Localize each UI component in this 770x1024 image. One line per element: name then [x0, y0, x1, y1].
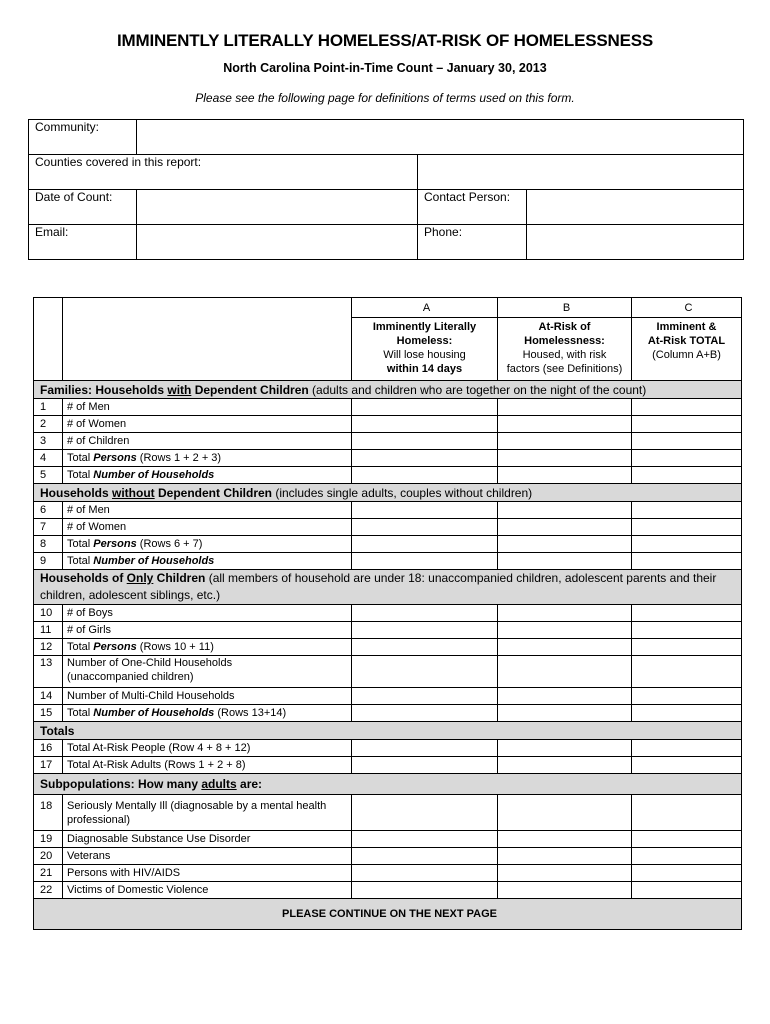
column-c-header: Imminent & At-Risk TOTAL (Column A+B): [632, 318, 742, 381]
table-row: 5 Total Number of Households: [34, 467, 742, 484]
row-5-col-c[interactable]: [632, 467, 742, 484]
row-2-col-c[interactable]: [632, 416, 742, 433]
row-16-col-a[interactable]: [352, 740, 498, 757]
row-21-col-c[interactable]: [632, 865, 742, 882]
section-without-children: Households without Dependent Children (includes single adults, couples without children): [34, 484, 742, 502]
table-row: 9 Total Number of Households: [34, 553, 742, 570]
table-row: 15 Total Number of Households (Rows 13+14): [34, 705, 742, 722]
row-19-col-c[interactable]: [632, 831, 742, 848]
contact-label: Contact Person:: [418, 190, 527, 225]
phone-label: Phone:: [418, 225, 527, 260]
row-6-col-c[interactable]: [632, 502, 742, 519]
contact-info-table: [28, 119, 744, 260]
row-9-col-a[interactable]: [352, 553, 498, 570]
row-11-col-b[interactable]: [498, 622, 632, 639]
row-6-col-a[interactable]: [352, 502, 498, 519]
count-table: [33, 297, 742, 930]
row-13-col-b[interactable]: [498, 656, 632, 688]
table-row: 11 # of Girls: [34, 622, 742, 639]
row-17-col-a[interactable]: [352, 757, 498, 774]
table-row: 7 # of Women: [34, 519, 742, 536]
table-row: 4 Total Persons (Rows 1 + 2 + 3): [34, 450, 742, 467]
section-only-children: Households of Only Children (all members of household are under 18: unaccompanied children, adolescent parents and their children, adolescent siblings, etc.): [34, 570, 742, 605]
community-label: Community:: [29, 120, 137, 155]
row-18-col-c[interactable]: [632, 795, 742, 831]
row-4-col-a[interactable]: [352, 450, 498, 467]
table-row: 17 Total At-Risk Adults (Rows 1 + 2 + 8): [34, 757, 742, 774]
row-20-col-b[interactable]: [498, 848, 632, 865]
community-field[interactable]: [137, 120, 744, 155]
email-field[interactable]: [137, 225, 418, 260]
row-16-col-b[interactable]: [498, 740, 632, 757]
row-15-col-a[interactable]: [352, 705, 498, 722]
row-1-col-c[interactable]: [632, 399, 742, 416]
row-7-col-b[interactable]: [498, 519, 632, 536]
table-row: 6 # of Men: [34, 502, 742, 519]
row-4-col-c[interactable]: [632, 450, 742, 467]
continue-banner: PLEASE CONTINUE ON THE NEXT PAGE: [34, 899, 742, 930]
row-17-col-c[interactable]: [632, 757, 742, 774]
row-4-col-b[interactable]: [498, 450, 632, 467]
row-9-col-c[interactable]: [632, 553, 742, 570]
row-18-col-a[interactable]: [352, 795, 498, 831]
row-15-col-b[interactable]: [498, 705, 632, 722]
table-row: 13 Number of One-Child Households (unaccompanied children): [34, 656, 742, 688]
table-row: 21 Persons with HIV/AIDS: [34, 865, 742, 882]
row-14-col-a[interactable]: [352, 688, 498, 705]
row-22-col-c[interactable]: [632, 882, 742, 899]
counties-field[interactable]: [418, 155, 744, 190]
row-2-col-b[interactable]: [498, 416, 632, 433]
row-8-col-a[interactable]: [352, 536, 498, 553]
row-1-col-b[interactable]: [498, 399, 632, 416]
table-row: 10 # of Boys: [34, 605, 742, 622]
table-row: 22 Victims of Domestic Violence: [34, 882, 742, 899]
row-14-col-c[interactable]: [632, 688, 742, 705]
table-row: 19 Diagnosable Substance Use Disorder: [34, 831, 742, 848]
row-19-col-a[interactable]: [352, 831, 498, 848]
column-c-letter: C: [632, 298, 742, 318]
row-5-col-b[interactable]: [498, 467, 632, 484]
date-label: Date of Count:: [29, 190, 137, 225]
section-families: Families: Households with Dependent Children (adults and children who are together on the night of the count): [34, 381, 742, 399]
table-row: 20 Veterans: [34, 848, 742, 865]
row-20-col-c[interactable]: [632, 848, 742, 865]
row-8-col-c[interactable]: [632, 536, 742, 553]
row-10-col-a[interactable]: [352, 605, 498, 622]
row-3-col-c[interactable]: [632, 433, 742, 450]
row-9-col-b[interactable]: [498, 553, 632, 570]
row-11-col-c[interactable]: [632, 622, 742, 639]
table-row: 3 # of Children: [34, 433, 742, 450]
row-7-col-a[interactable]: [352, 519, 498, 536]
table-row: 16 Total At-Risk People (Row 4 + 8 + 12): [34, 740, 742, 757]
row-12-col-c[interactable]: [632, 639, 742, 656]
column-b-header: At-Risk of Homelessness: Housed, with risk factors (see Definitions): [498, 318, 632, 381]
row-11-col-a[interactable]: [352, 622, 498, 639]
form-title: IMMINENTLY LITERALLY HOMELESS/AT-RISK OF HOMELESSNESS: [117, 31, 653, 50]
row-12-col-b[interactable]: [498, 639, 632, 656]
table-row: 2 # of Women: [34, 416, 742, 433]
row-22-col-b[interactable]: [498, 882, 632, 899]
table-row: 14 Number of Multi-Child Households: [34, 688, 742, 705]
row-3-col-b[interactable]: [498, 433, 632, 450]
row-3-col-a[interactable]: [352, 433, 498, 450]
row-13-col-a[interactable]: [352, 656, 498, 688]
contact-field[interactable]: [527, 190, 744, 225]
form-subtitle: North Carolina Point-in-Time Count – January 30, 2013: [223, 61, 547, 75]
table-row: 1 # of Men: [34, 399, 742, 416]
row-19-col-b[interactable]: [498, 831, 632, 848]
row-2-col-a[interactable]: [352, 416, 498, 433]
row-18-col-b[interactable]: [498, 795, 632, 831]
email-label: Email:: [29, 225, 137, 260]
column-a-header: Imminently Literally Homeless: Will lose housing within 14 days: [352, 318, 498, 381]
column-b-letter: B: [498, 298, 632, 318]
row-21-col-a[interactable]: [352, 865, 498, 882]
section-subpopulations: Subpopulations: How many adults are:: [34, 774, 742, 795]
row-20-col-a[interactable]: [352, 848, 498, 865]
row-10-col-c[interactable]: [632, 605, 742, 622]
date-field[interactable]: [137, 190, 418, 225]
table-row: 18 Seriously Mentally Ill (diagnosable by a mental health professional): [34, 795, 742, 831]
row-16-col-c[interactable]: [632, 740, 742, 757]
row-13-col-c[interactable]: [632, 656, 742, 688]
phone-field[interactable]: [527, 225, 744, 260]
table-row: 12 Total Persons (Rows 10 + 11): [34, 639, 742, 656]
counties-label: Counties covered in this report:: [29, 155, 418, 190]
row-12-col-a[interactable]: [352, 639, 498, 656]
table-row: 8 Total Persons (Rows 6 + 7): [34, 536, 742, 553]
row-22-col-a[interactable]: [352, 882, 498, 899]
row-17-col-b[interactable]: [498, 757, 632, 774]
row-21-col-b[interactable]: [498, 865, 632, 882]
section-totals: Totals: [34, 722, 742, 740]
row-5-col-a[interactable]: [352, 467, 498, 484]
column-a-letter: A: [352, 298, 498, 318]
row-1-col-a[interactable]: [352, 399, 498, 416]
row-8-col-b[interactable]: [498, 536, 632, 553]
row-10-col-b[interactable]: [498, 605, 632, 622]
row-7-col-c[interactable]: [632, 519, 742, 536]
row-6-col-b[interactable]: [498, 502, 632, 519]
definitions-note: Please see the following page for definitions of terms used on this form.: [195, 91, 575, 105]
row-14-col-b[interactable]: [498, 688, 632, 705]
row-15-col-c[interactable]: [632, 705, 742, 722]
